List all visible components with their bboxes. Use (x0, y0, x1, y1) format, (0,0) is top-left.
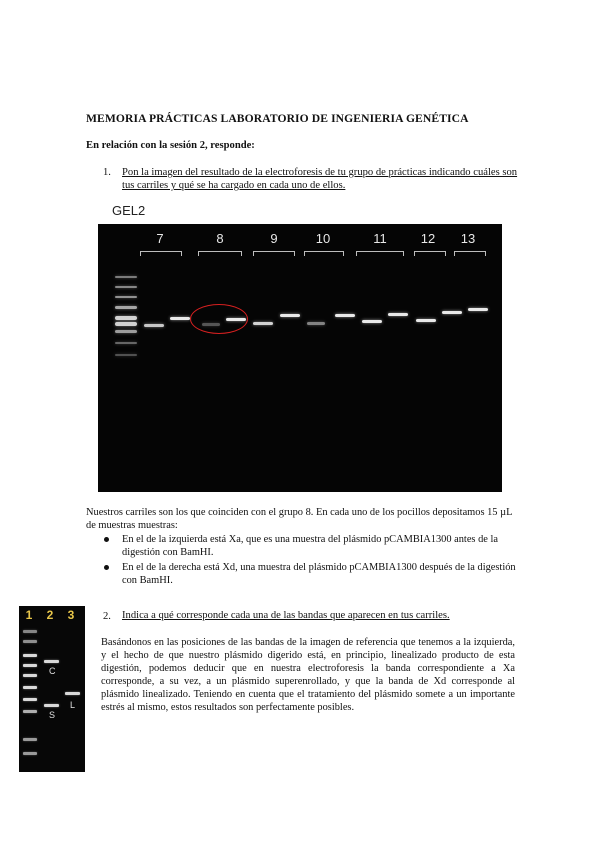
gel-band (144, 324, 164, 327)
ladder-band (115, 342, 137, 344)
bullet-icon (104, 565, 109, 570)
lane-bracket (198, 251, 242, 256)
reference-band-circular (44, 660, 59, 663)
gel-band (442, 311, 462, 314)
question-2-text: Indica a qué corresponde cada una de las bandas que aparecen en tus carriles. (122, 610, 450, 621)
band-letter-c: C (49, 666, 56, 676)
session-subtitle: En relación con la sesión 2, responde: (86, 140, 255, 151)
band-letter-s: S (49, 710, 56, 720)
answer-1-paragraph: Nuestros carriles son los que coinciden con el grupo 8. En cada uno de los pocillos depositamos 15 µL de muestras muestras: (86, 507, 513, 531)
group-8-highlight-circle (190, 304, 248, 334)
reference-ladder-band (23, 664, 37, 667)
answer-1-bullet-list (104, 533, 516, 589)
gel-band (280, 314, 300, 317)
ladder-band (115, 330, 137, 333)
document-title: MEMORIA PRÁCTICAS LABORATORIO DE INGENIERIA GENÉTICA (86, 112, 469, 125)
lane-bracket (253, 251, 295, 256)
reference-ladder-band (23, 686, 37, 689)
electrophoresis-gel-image (98, 224, 502, 492)
bullet-item (104, 533, 516, 559)
reference-band-linear (65, 692, 80, 695)
gel-band (416, 319, 436, 322)
gel-band (307, 322, 325, 325)
lane-number-11: 11 (373, 231, 387, 246)
reference-gel-image (19, 606, 85, 772)
bullet-item (104, 561, 516, 587)
ladder-band (115, 316, 137, 320)
bullet-icon (104, 537, 109, 542)
reference-lane-number-3: 3 (67, 608, 75, 622)
lane-bracket (140, 251, 182, 256)
reference-ladder-band (23, 752, 37, 755)
lane-bracket (414, 251, 446, 256)
question-1-number: 1. (103, 167, 111, 178)
reference-ladder-band (23, 640, 37, 643)
gel-band (170, 317, 190, 320)
ladder-band (115, 322, 137, 326)
lane-bracket (454, 251, 486, 256)
reference-ladder-band (23, 630, 37, 633)
gel-band (335, 314, 355, 317)
bullet-text: En el de la izquierda está Xa, que es una muestra del plásmido pCAMBIA1300 antes de la digestión con BamHI. (122, 534, 498, 558)
answer-2-paragraph: Basándonos en las posiciones de las bandas de la imagen de referencia que tenemos a la izquierda, y el hecho de que nuestro plásmido digerido está, en principio, linealizado producto de esta digestión, podemos deducir que en nuestra electroforesis la banda correspondiente a Xa corresponde, a su vez, a un plásmido superenrollado, y que la banda de Xd corresponde al plásmido linealizado. Teniendo en cuenta que el tratamiento del plásmido somete a un importante estrés al mismo, estos resultados son perfectamente posibles. (101, 637, 515, 713)
reference-ladder-band (23, 674, 37, 677)
ladder-band (115, 306, 137, 309)
lane-number-9: 9 (270, 231, 278, 246)
ladder-band (115, 276, 137, 278)
gel-band (468, 308, 488, 311)
question-2-number: 2. (103, 611, 111, 622)
reference-ladder-band (23, 698, 37, 701)
ladder-band (115, 354, 137, 356)
gel-band (388, 313, 408, 316)
reference-lane-number-2: 2 (46, 608, 54, 622)
ladder-band (115, 296, 137, 298)
lane-number-8: 8 (216, 231, 224, 246)
reference-lane-number-1: 1 (25, 608, 33, 622)
reference-ladder-band (23, 654, 37, 657)
question-1-text: Pon la imagen del resultado de la electroforesis de tu grupo de prácticas indicando cuáles son tus carriles y qué se ha cargado en cada uno de ellos. (122, 167, 518, 191)
reference-ladder-band (23, 738, 37, 741)
gel-label: GEL2 (112, 203, 146, 218)
ladder-band (115, 286, 137, 288)
reference-ladder-band (23, 710, 37, 713)
lane-number-7: 7 (156, 231, 164, 246)
lane-number-13: 13 (460, 231, 476, 246)
lane-number-10: 10 (315, 231, 331, 246)
gel-band (362, 320, 382, 323)
lane-bracket (356, 251, 404, 256)
band-letter-l: L (70, 700, 76, 710)
bullet-text: En el de la derecha está Xd, una muestra del plásmido pCAMBIA1300 después de la digestión con BamHI. (122, 562, 516, 586)
lane-number-12: 12 (420, 231, 436, 246)
reference-band-supercoiled (44, 704, 59, 707)
lane-bracket (304, 251, 344, 256)
gel-band (253, 322, 273, 325)
